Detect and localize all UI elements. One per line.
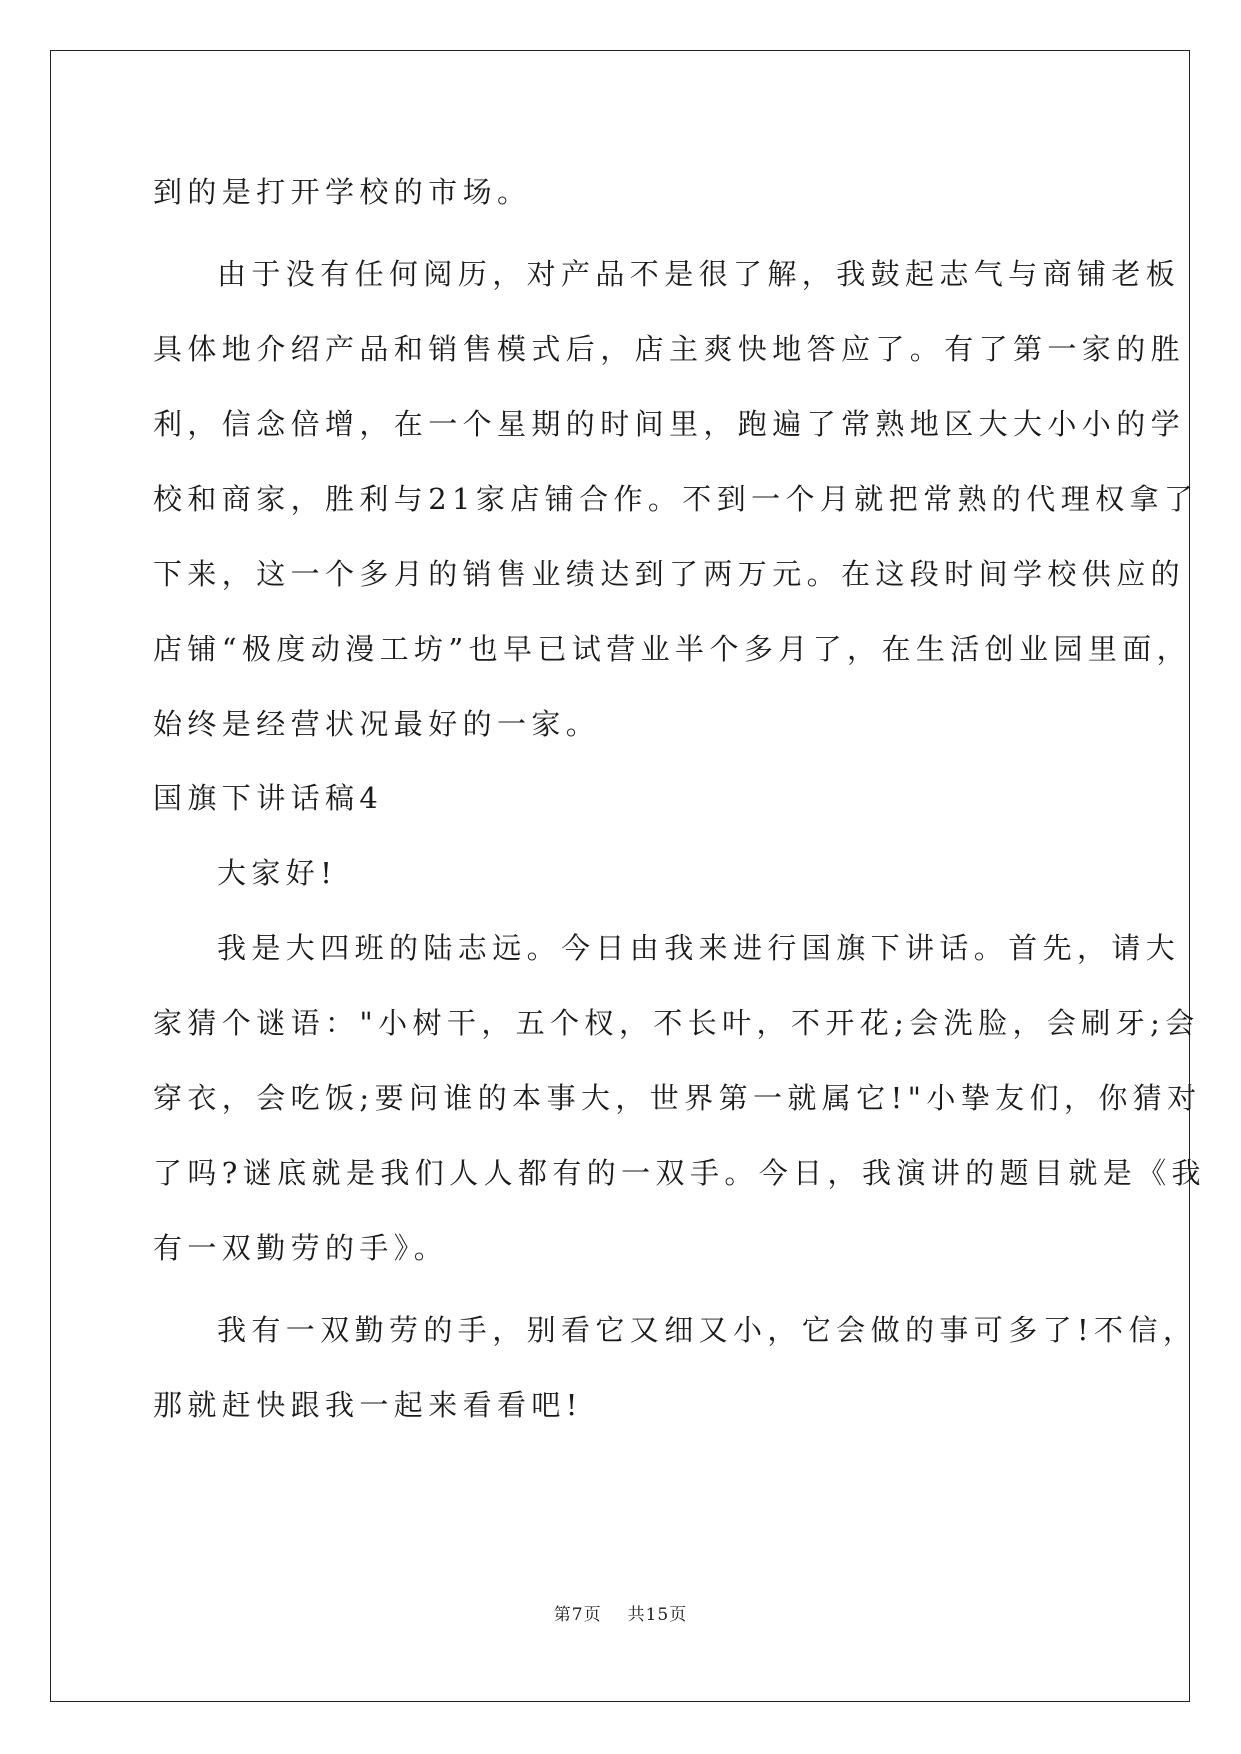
paragraph-line: 下来，这一个多月的销售业绩达到了两万元。在这段时间学校供应的 <box>153 557 1186 591</box>
paragraph-line: 校和商家，胜利与21家店铺合作。不到一个月就把常熟的代理权拿了 <box>153 482 1199 516</box>
paragraph-line: 利，信念倍增，在一个星期的时间里，跑遍了常熟地区大大小小的学 <box>153 407 1186 441</box>
paragraph-line: 店铺“极度动漫工坊”也早已试营业半个多月了，在生活创业园里面， <box>153 632 1192 666</box>
paragraph-line: 我有一双勤劳的手，别看它又细又小，它会做的事可多了!不信， <box>217 1313 1198 1347</box>
paragraph-line: 穿衣，会吃饭;要问谁的本事大，世界第一就属它!"小挚友们，你猜对 <box>153 1081 1202 1115</box>
greeting: 大家好! <box>217 856 338 890</box>
paragraph-line: 了吗?谜底就是我们人人都有的一双手。今日，我演讲的题目就是《我 <box>153 1156 1206 1190</box>
paragraph-line: 那就赶快跟我一起来看看吧! <box>153 1388 583 1422</box>
paragraph-line: 始终是经营状况最好的一家。 <box>153 707 601 741</box>
paragraph-line: 具体地介绍产品和销售模式后，店主爽快地答应了。有了第一家的胜 <box>153 332 1186 366</box>
paragraph-line: 到的是打开学校的市场。 <box>153 175 532 209</box>
paragraph-line: 家猜个谜语："小树干，五个杈，不长叶，不开花;会洗脸，会刷牙;会 <box>153 1006 1200 1040</box>
paragraph-line: 有一双勤劳的手》。 <box>153 1231 449 1265</box>
paragraph-line: 我是大四班的陆志远。今日由我来进行国旗下讲话。首先，请大 <box>217 931 1181 965</box>
page-footer <box>0 1604 1241 1626</box>
paragraph-line: 由于没有任何阅历，对产品不是很了解，我鼓起志气与商铺老板 <box>217 257 1181 291</box>
total-page-count: 共15页 <box>627 1605 688 1625</box>
section-title: 国旗下讲话稿4 <box>153 781 384 815</box>
current-page-number: 第7页 <box>553 1605 602 1625</box>
